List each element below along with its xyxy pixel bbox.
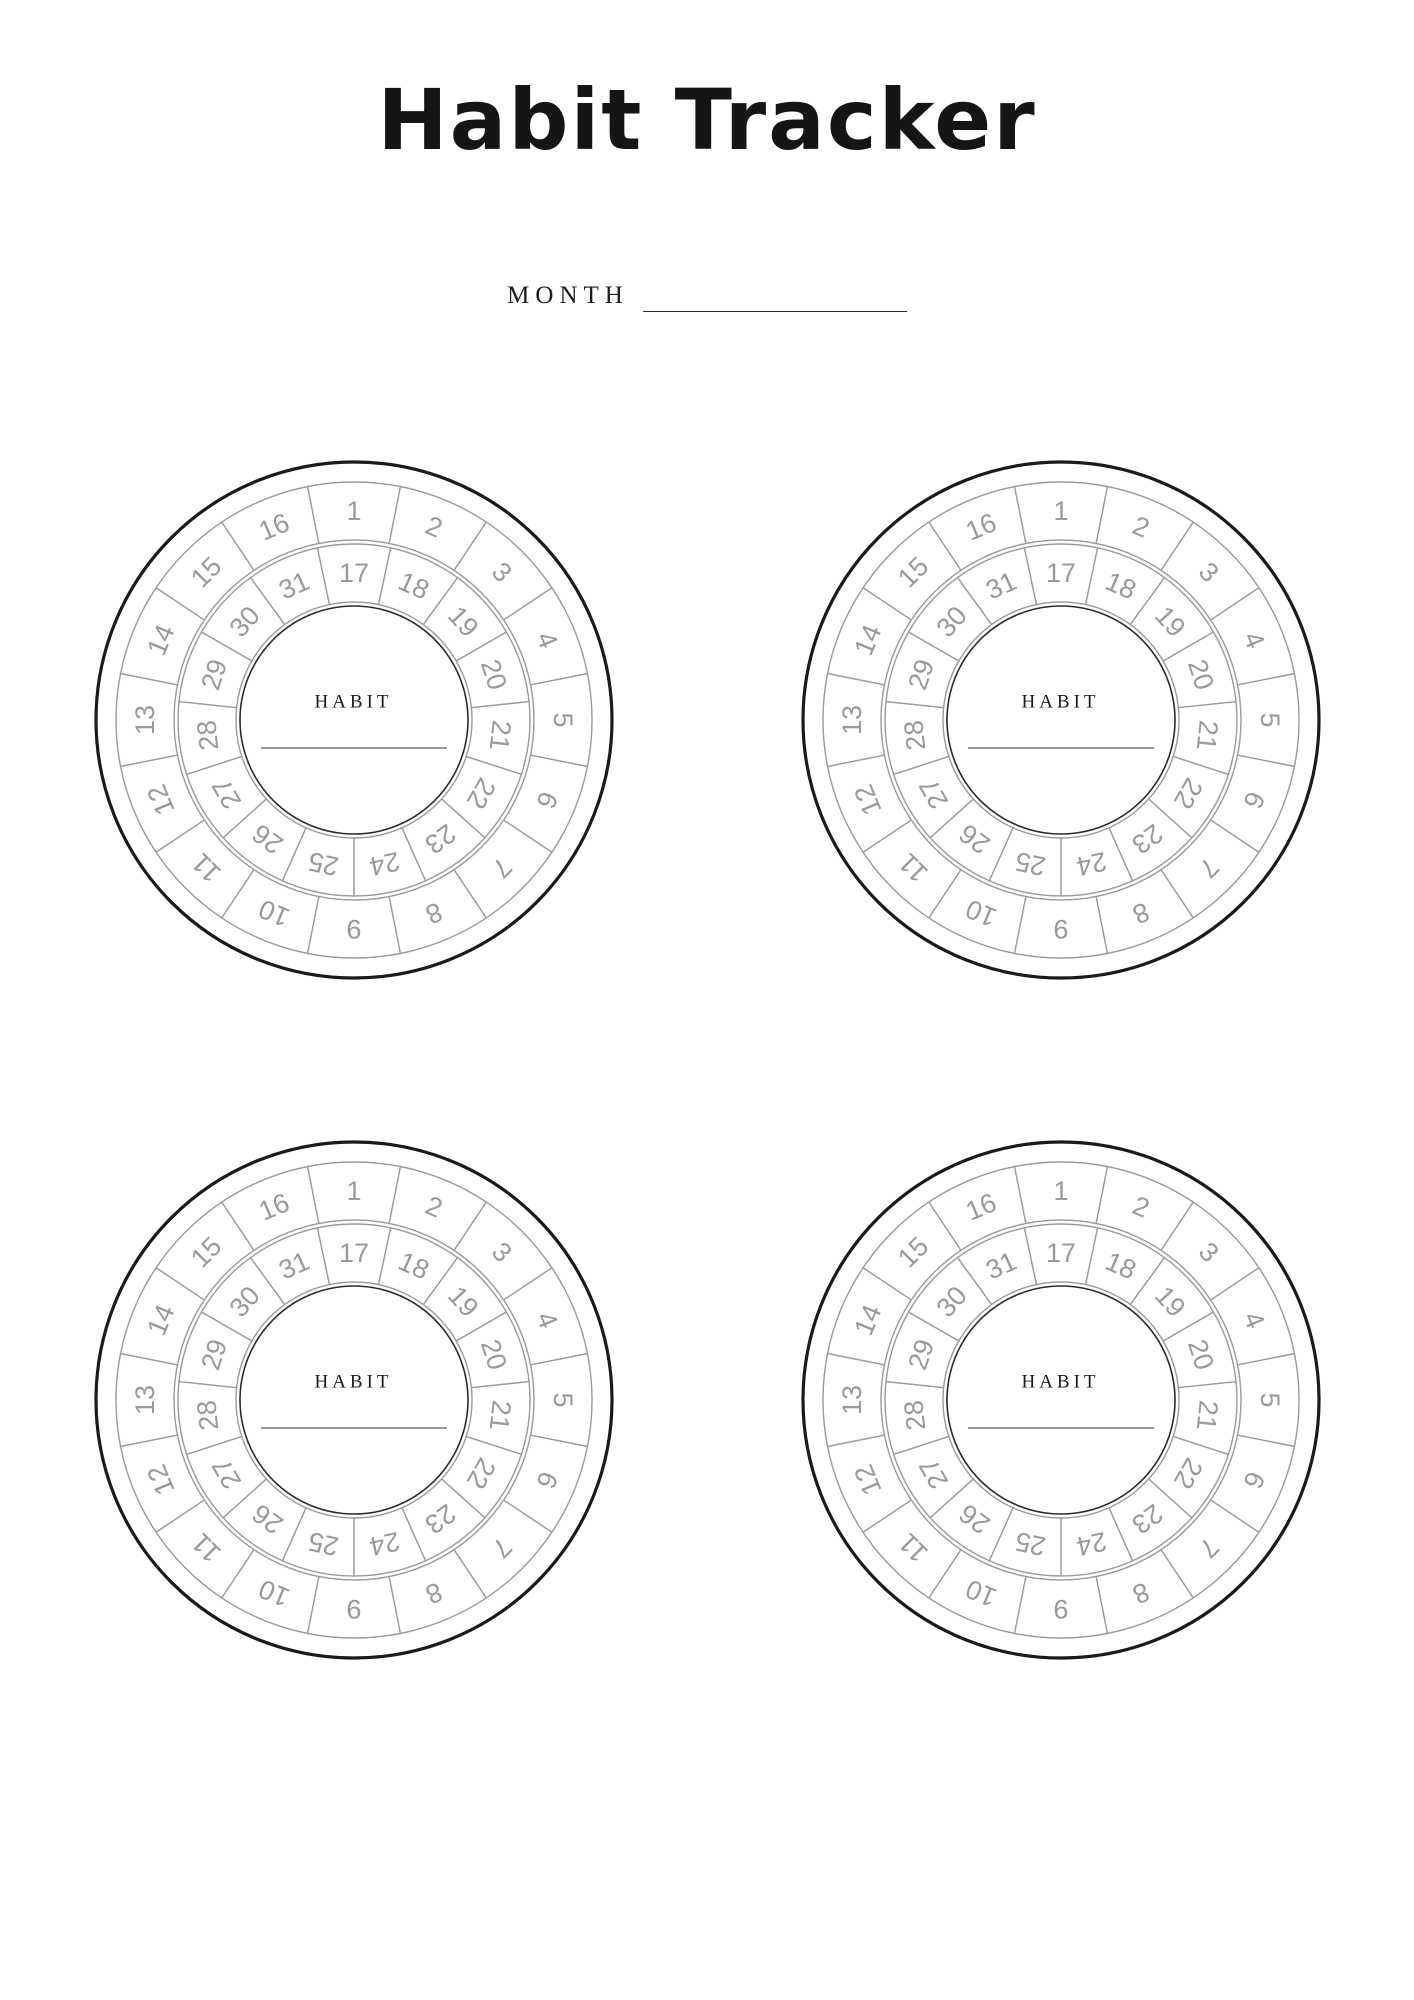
day-number: 10 [253,1573,294,1613]
day-number: 3 [485,1236,518,1269]
day-number: 28 [897,1398,931,1432]
day-number: 24 [1073,1525,1109,1562]
day-number: 2 [420,510,447,544]
habit-wheel[interactable] [796,1135,1326,1665]
day-number: 25 [1012,1525,1048,1562]
day-number: 11 [185,1527,227,1569]
day-number: 9 [345,914,362,944]
day-number: 26 [953,817,996,860]
habit-wheel[interactable] [796,455,1326,985]
day-number: 19 [1148,1280,1191,1323]
day-number: 30 [930,1280,973,1323]
habit-center-label: HABIT [314,1371,393,1393]
day-number: 3 [1192,1236,1225,1269]
day-number: 6 [529,787,564,813]
day-number: 15 [184,1230,227,1274]
day-number: 19 [1148,600,1191,643]
habit-center-label: HABIT [1021,1371,1100,1393]
day-number: 24 [1073,845,1109,882]
day-number: 8 [420,1576,447,1610]
day-number: 23 [1125,817,1168,860]
day-number: 22 [460,772,502,815]
day-number: 4 [529,627,564,653]
day-number: 3 [1192,556,1225,589]
day-number: 12 [847,1460,888,1500]
day-number: 25 [305,1525,341,1562]
day-number: 27 [912,1452,954,1495]
day-number: 2 [420,1190,447,1224]
day-number: 29 [901,655,940,694]
day-number: 27 [912,772,954,815]
day-number: 30 [223,1280,266,1323]
day-number: 7 [485,851,518,884]
day-number: 7 [1192,1531,1225,1564]
day-number: 20 [474,655,513,694]
day-number: 8 [1127,896,1154,930]
day-number: 28 [190,1398,224,1432]
day-number: 23 [1125,1497,1168,1540]
day-number: 20 [474,1335,513,1374]
day-number: 1 [345,496,362,526]
day-number: 14 [140,1300,181,1340]
day-number: 13 [836,704,867,736]
day-number: 9 [1052,1594,1069,1624]
day-number: 6 [1236,787,1271,813]
day-number: 17 [338,558,369,588]
day-number: 13 [129,704,160,736]
month-input-line[interactable] [643,311,907,312]
day-number: 7 [1192,851,1225,884]
day-number: 28 [897,718,931,752]
day-number: 2 [1127,510,1154,544]
habit-wheel[interactable] [89,455,619,985]
day-number: 17 [1045,1238,1076,1268]
day-number: 20 [1181,1335,1220,1374]
day-number: 17 [338,1238,369,1268]
day-number: 1 [1052,1176,1069,1206]
day-number: 15 [891,1230,934,1274]
day-number: 9 [1052,914,1069,944]
day-number: 27 [205,772,247,815]
day-number: 26 [953,1497,996,1540]
day-number: 27 [205,1452,247,1495]
day-number: 4 [1236,1307,1271,1333]
day-number: 5 [547,1392,578,1408]
day-number: 23 [418,1497,461,1540]
day-number: 14 [140,620,181,660]
day-number: 31 [980,565,1021,606]
day-number: 31 [980,1245,1021,1286]
day-number: 21 [483,1398,517,1432]
day-number: 22 [460,1452,502,1495]
day-number: 10 [960,1573,1001,1613]
day-number: 6 [529,1467,564,1493]
day-number: 26 [246,817,289,860]
day-number: 11 [185,847,227,889]
day-number: 24 [366,845,402,882]
day-number: 21 [1190,718,1224,752]
day-number: 11 [892,1527,934,1569]
day-number: 25 [305,845,341,882]
day-number: 15 [891,550,934,594]
day-number: 19 [441,1280,484,1323]
habit-center-label: HABIT [314,691,393,713]
day-number: 19 [441,600,484,643]
day-number: 31 [273,1245,314,1286]
month-field-row [0,283,1414,312]
day-number: 20 [1181,655,1220,694]
day-number: 23 [418,817,461,860]
day-number: 22 [1167,772,1209,815]
day-number: 29 [194,1335,233,1374]
day-number: 18 [393,565,434,606]
day-number: 14 [847,620,888,660]
day-number: 2 [1127,1190,1154,1224]
day-number: 5 [547,712,578,728]
day-number: 26 [246,1497,289,1540]
day-number: 3 [485,556,518,589]
day-number: 7 [485,1531,518,1564]
day-number: 18 [1100,1245,1141,1286]
month-label: MONTH [507,282,629,309]
day-number: 16 [960,507,1001,547]
day-number: 6 [1236,1467,1271,1493]
day-number: 30 [930,600,973,643]
day-number: 8 [1127,1576,1154,1610]
tracker-grid [0,455,1414,1815]
day-number: 18 [1100,565,1141,606]
day-number: 14 [847,1300,888,1340]
day-number: 30 [223,600,266,643]
day-number: 16 [253,507,294,547]
day-number: 11 [892,847,934,889]
day-number: 1 [1052,496,1069,526]
day-number: 21 [483,718,517,752]
habit-center-label: HABIT [1021,691,1100,713]
day-number: 31 [273,565,314,606]
day-number: 28 [190,718,224,752]
day-number: 12 [140,780,181,820]
day-number: 12 [140,1460,181,1500]
day-number: 16 [253,1187,294,1227]
day-number: 5 [1254,1392,1285,1408]
day-number: 10 [960,893,1001,933]
day-number: 5 [1254,712,1285,728]
habit-wheel[interactable] [89,1135,619,1665]
day-number: 4 [1236,627,1271,653]
day-number: 29 [194,655,233,694]
day-number: 15 [184,550,227,594]
day-number: 16 [960,1187,1001,1227]
day-number: 9 [345,1594,362,1624]
day-number: 22 [1167,1452,1209,1495]
day-number: 29 [901,1335,940,1374]
day-number: 10 [253,893,294,933]
day-number: 21 [1190,1398,1224,1432]
page-title: Habit Tracker [377,71,1037,169]
day-number: 13 [129,1384,160,1416]
day-number: 12 [847,780,888,820]
day-number: 8 [420,896,447,930]
day-number: 13 [836,1384,867,1416]
day-number: 18 [393,1245,434,1286]
day-number: 24 [366,1525,402,1562]
day-number: 25 [1012,845,1048,882]
day-number: 4 [529,1307,564,1333]
day-number: 1 [345,1176,362,1206]
day-number: 17 [1045,558,1076,588]
